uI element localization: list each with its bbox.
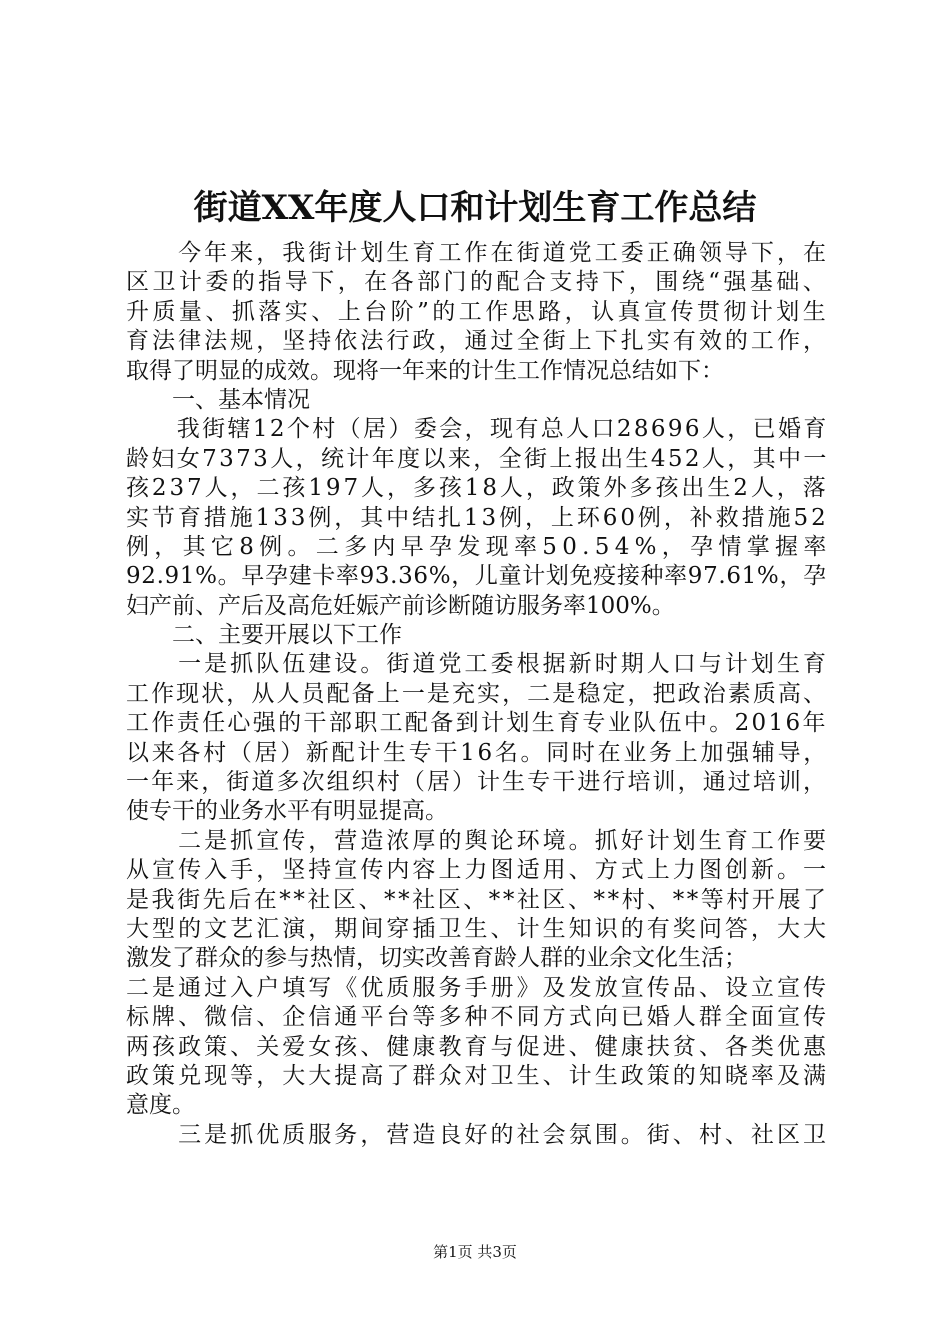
text-line: 从宣传入手，坚持宣传内容上力图适用、方式上力图创新。一 <box>126 857 830 884</box>
text-line: 92.91%。早孕建卡率93.36%，儿童计划免疫接种率97.61%，孕 <box>126 563 827 590</box>
text-line: 是我街先后在**社区、**社区、**社区、**村、**等村开展了 <box>126 886 829 913</box>
text-line: 一年来，街道多次组织村（居）计生专干进行培训，通过培训， <box>126 769 829 796</box>
text-line: 取得了明显的成效。现将一年来的计生工作情况总结如下： <box>126 357 724 384</box>
text-line: 一是抓队伍建设。街道党工委根据新时期人口与计划生育 <box>126 651 830 678</box>
document-title: 街道XX年度人口和计划生育工作总结 <box>193 188 757 228</box>
text-line: 我街辖12个村（居）委会，现有总人口28696人，已婚育 <box>126 416 829 443</box>
text-line: 实节育措施133例，其中结扎13例，上环60例，补救措施52 <box>126 504 829 531</box>
text-line: 标牌、微信、企信通平台等多种不同方式向已婚人群全面宣传 <box>126 1004 830 1031</box>
text-line: 妇产前、产后及高危妊娠产前诊断随访服务率100%。 <box>126 592 675 619</box>
text-line: 两孩政策、关爱女孩、健康教育与促进、健康扶贫、各类优惠 <box>126 1033 830 1060</box>
text-line: 大型的文艺汇演，期间穿插卫生、计生知识的有奖问答，大大 <box>126 915 830 942</box>
text-line: 一、基本情况 <box>126 386 310 413</box>
text-line: 激发了群众的参与热情，切实改善育龄人群的业余文化生活； <box>126 945 747 972</box>
text-line: 二是通过入户填写《优质服务手册》及发放宣传品、设立宣传 <box>126 974 830 1001</box>
text-line: 育法律法规，坚持依法行政，通过全街上下扎实有效的工作， <box>126 328 830 355</box>
text-line: 工作现状，从人员配备上一是充实，二是稳定，把政治素质高、 <box>126 680 829 707</box>
text-line: 区卫计委的指导下，在各部门的配合支持下，围绕“强基础、 <box>126 269 830 296</box>
text-line: 二、主要开展以下工作 <box>126 622 402 649</box>
text-line: 三是抓优质服务，营造良好的社会氛围。街、村、社区卫 <box>126 1121 830 1148</box>
text-line: 政策兑现等，大大提高了群众对卫生、计生政策的知晓率及满 <box>126 1062 830 1089</box>
text-line: 二是抓宣传，营造浓厚的舆论环境。抓好计划生育工作要 <box>126 827 830 854</box>
text-line: 使专干的业务水平有明显提高。 <box>126 798 448 825</box>
text-line: 今年来，我街计划生育工作在街道党工委正确领导下，在 <box>126 240 830 266</box>
document-body <box>126 239 832 1150</box>
text-line: 意度。 <box>126 1092 195 1119</box>
text-line: 龄妇女7373人，统计年度以来，全街上报出生452人，其中一 <box>126 445 829 472</box>
text-line: 升质量、抓落实、上台阶”的工作思路，认真宣传贯彻计划生 <box>126 298 830 325</box>
text-line: 工作责任心强的干部职工配备到计划生育专业队伍中。2016年 <box>126 710 828 737</box>
text-line: 以来各村（居）新配计生专干16名。同时在业务上加强辅导， <box>126 739 829 766</box>
text-line: 孩237人，二孩197人，多孩18人，政策外多孩出生2人，落 <box>126 475 829 502</box>
text-line: 例，其它8例。二多内早孕发现率50.54%，孕情掌握率 <box>126 533 832 560</box>
page-footer: 第1页 共3页 <box>433 1243 517 1261</box>
